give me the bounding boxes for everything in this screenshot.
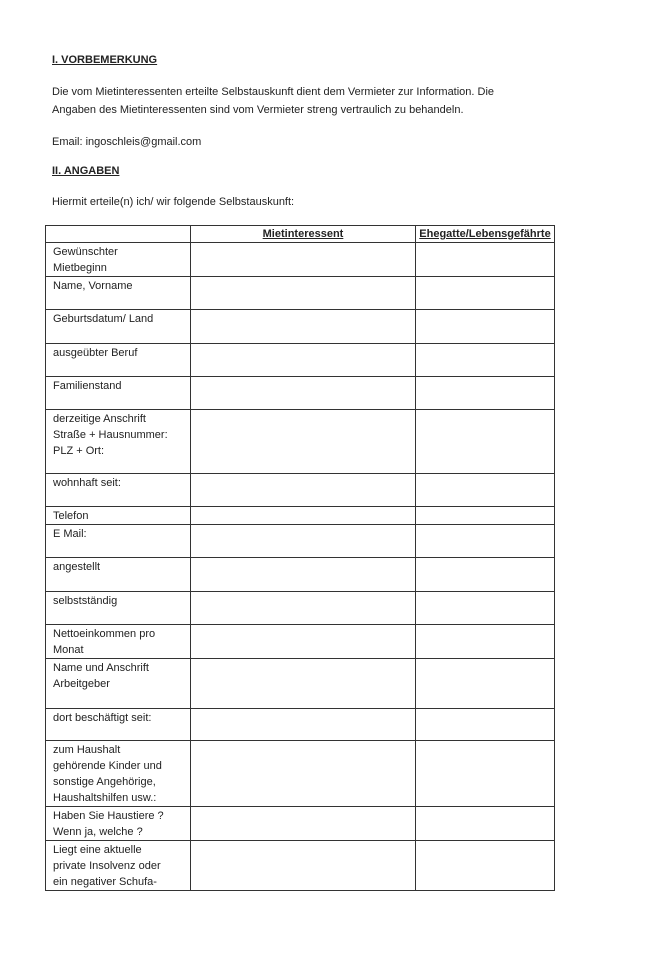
ehegatte-cell[interactable] bbox=[416, 592, 555, 625]
row-label-text: Name und Anschrift Arbeitgeber bbox=[53, 662, 149, 690]
ehegatte-cell[interactable] bbox=[416, 474, 555, 507]
table-row bbox=[46, 807, 555, 841]
mietinteressent-cell[interactable] bbox=[191, 243, 416, 277]
table-row bbox=[46, 410, 555, 474]
ehegatte-cell[interactable] bbox=[416, 507, 555, 525]
ehegatte-cell[interactable] bbox=[416, 807, 555, 841]
row-label bbox=[46, 410, 191, 474]
table-row bbox=[46, 525, 555, 558]
row-label bbox=[46, 592, 191, 625]
table-row bbox=[46, 243, 555, 277]
table-row bbox=[46, 277, 555, 310]
table-row bbox=[46, 310, 555, 344]
contact-email: Email: ingoschleis@gmail.com bbox=[52, 136, 202, 148]
row-label bbox=[46, 243, 191, 277]
mietinteressent-cell[interactable] bbox=[191, 277, 416, 310]
ehegatte-cell[interactable] bbox=[416, 741, 555, 807]
intro-paragraph-line2: Angaben des Mietinteressenten sind vom Vermieter streng vertraulich zu behandeln. bbox=[52, 104, 464, 116]
table-row bbox=[46, 592, 555, 625]
intro-paragraph-line1: Die vom Mietinteressenten erteilte Selbstauskunft dient dem Vermieter zur Information. Die bbox=[52, 86, 495, 98]
header-ehegatte: Ehegatte/Lebensgefährte bbox=[416, 226, 555, 243]
row-label-text: Haben Sie Haustiere ? Wenn ja, welche ? bbox=[53, 810, 164, 838]
ehegatte-cell[interactable] bbox=[416, 377, 555, 410]
row-label bbox=[46, 807, 191, 841]
table-row bbox=[46, 558, 555, 592]
ehegatte-cell[interactable] bbox=[416, 659, 555, 709]
row-label-text: zum Haushalt gehörende Kinder und sonstige Angehörige, Haushaltshilfen usw.: bbox=[53, 744, 162, 804]
table-header-row bbox=[46, 226, 555, 243]
ehegatte-cell[interactable] bbox=[416, 310, 555, 344]
row-label-text: Nettoeinkommen pro Monat bbox=[53, 628, 156, 656]
table-row bbox=[46, 659, 555, 709]
row-label bbox=[46, 507, 191, 525]
mietinteressent-cell[interactable] bbox=[191, 659, 416, 709]
ehegatte-cell[interactable] bbox=[416, 625, 555, 659]
header-blank bbox=[46, 226, 191, 243]
table-row bbox=[46, 474, 555, 507]
row-label-text: Name, Vorname bbox=[53, 280, 133, 292]
table-row bbox=[46, 377, 555, 410]
row-label bbox=[46, 277, 191, 310]
mietinteressent-cell[interactable] bbox=[191, 592, 416, 625]
mietinteressent-cell[interactable] bbox=[191, 841, 416, 891]
section-heading-angaben: II. ANGABEN bbox=[52, 165, 120, 177]
mietinteressent-cell[interactable] bbox=[191, 474, 416, 507]
header-mietinteressent: Mietinteressent bbox=[191, 226, 416, 243]
row-label-text: Gewünschter Mietbeginn bbox=[53, 246, 118, 274]
ehegatte-cell[interactable] bbox=[416, 243, 555, 277]
row-label-text: selbstständig bbox=[53, 595, 118, 607]
row-label bbox=[46, 377, 191, 410]
row-label-text: derzeitige Anschrift Straße + Hausnummer: PLZ + Ort: bbox=[53, 413, 168, 457]
row-label bbox=[46, 841, 191, 891]
row-label bbox=[46, 525, 191, 558]
ehegatte-cell[interactable] bbox=[416, 277, 555, 310]
row-label-text: Familienstand bbox=[53, 380, 122, 392]
table-row bbox=[46, 625, 555, 659]
mietinteressent-cell[interactable] bbox=[191, 344, 416, 377]
row-label-text: wohnhaft seit: bbox=[53, 477, 121, 489]
ehegatte-cell[interactable] bbox=[416, 558, 555, 592]
row-label bbox=[46, 474, 191, 507]
self-disclosure-table bbox=[45, 225, 555, 891]
ehegatte-cell[interactable] bbox=[416, 525, 555, 558]
mietinteressent-cell[interactable] bbox=[191, 377, 416, 410]
mietinteressent-cell[interactable] bbox=[191, 741, 416, 807]
ehegatte-cell[interactable] bbox=[416, 709, 555, 741]
row-label bbox=[46, 344, 191, 377]
ehegatte-cell[interactable] bbox=[416, 344, 555, 377]
mietinteressent-cell[interactable] bbox=[191, 709, 416, 741]
mietinteressent-cell[interactable] bbox=[191, 525, 416, 558]
row-label-text: angestellt bbox=[53, 561, 101, 573]
mietinteressent-cell[interactable] bbox=[191, 507, 416, 525]
table-row bbox=[46, 344, 555, 377]
row-label-text: dort beschäftigt seit: bbox=[53, 712, 152, 724]
row-label bbox=[46, 558, 191, 592]
row-label bbox=[46, 310, 191, 344]
mietinteressent-cell[interactable] bbox=[191, 558, 416, 592]
row-label-text: Geburtsdatum/ Land bbox=[53, 313, 154, 325]
row-label bbox=[46, 625, 191, 659]
row-label bbox=[46, 709, 191, 741]
mietinteressent-cell[interactable] bbox=[191, 807, 416, 841]
row-label-text: Telefon bbox=[53, 510, 89, 522]
row-label-text: Liegt eine aktuelle private Insolvenz oder ein negativer Schufa- bbox=[53, 844, 161, 888]
row-label-text: E Mail: bbox=[53, 528, 87, 540]
ehegatte-cell[interactable] bbox=[416, 410, 555, 474]
table-row bbox=[46, 841, 555, 891]
mietinteressent-cell[interactable] bbox=[191, 625, 416, 659]
section-heading-vorbemerkung: I. VORBEMERKUNG bbox=[52, 54, 158, 66]
table-row bbox=[46, 741, 555, 807]
section-intro: Hiermit erteile(n) ich/ wir folgende Selbstauskunft: bbox=[52, 196, 295, 208]
table-row bbox=[46, 709, 555, 741]
row-label bbox=[46, 659, 191, 709]
mietinteressent-cell[interactable] bbox=[191, 310, 416, 344]
ehegatte-cell[interactable] bbox=[416, 841, 555, 891]
mietinteressent-cell[interactable] bbox=[191, 410, 416, 474]
row-label bbox=[46, 741, 191, 807]
row-label-text: ausgeübter Beruf bbox=[53, 347, 138, 359]
table-row bbox=[46, 507, 555, 525]
